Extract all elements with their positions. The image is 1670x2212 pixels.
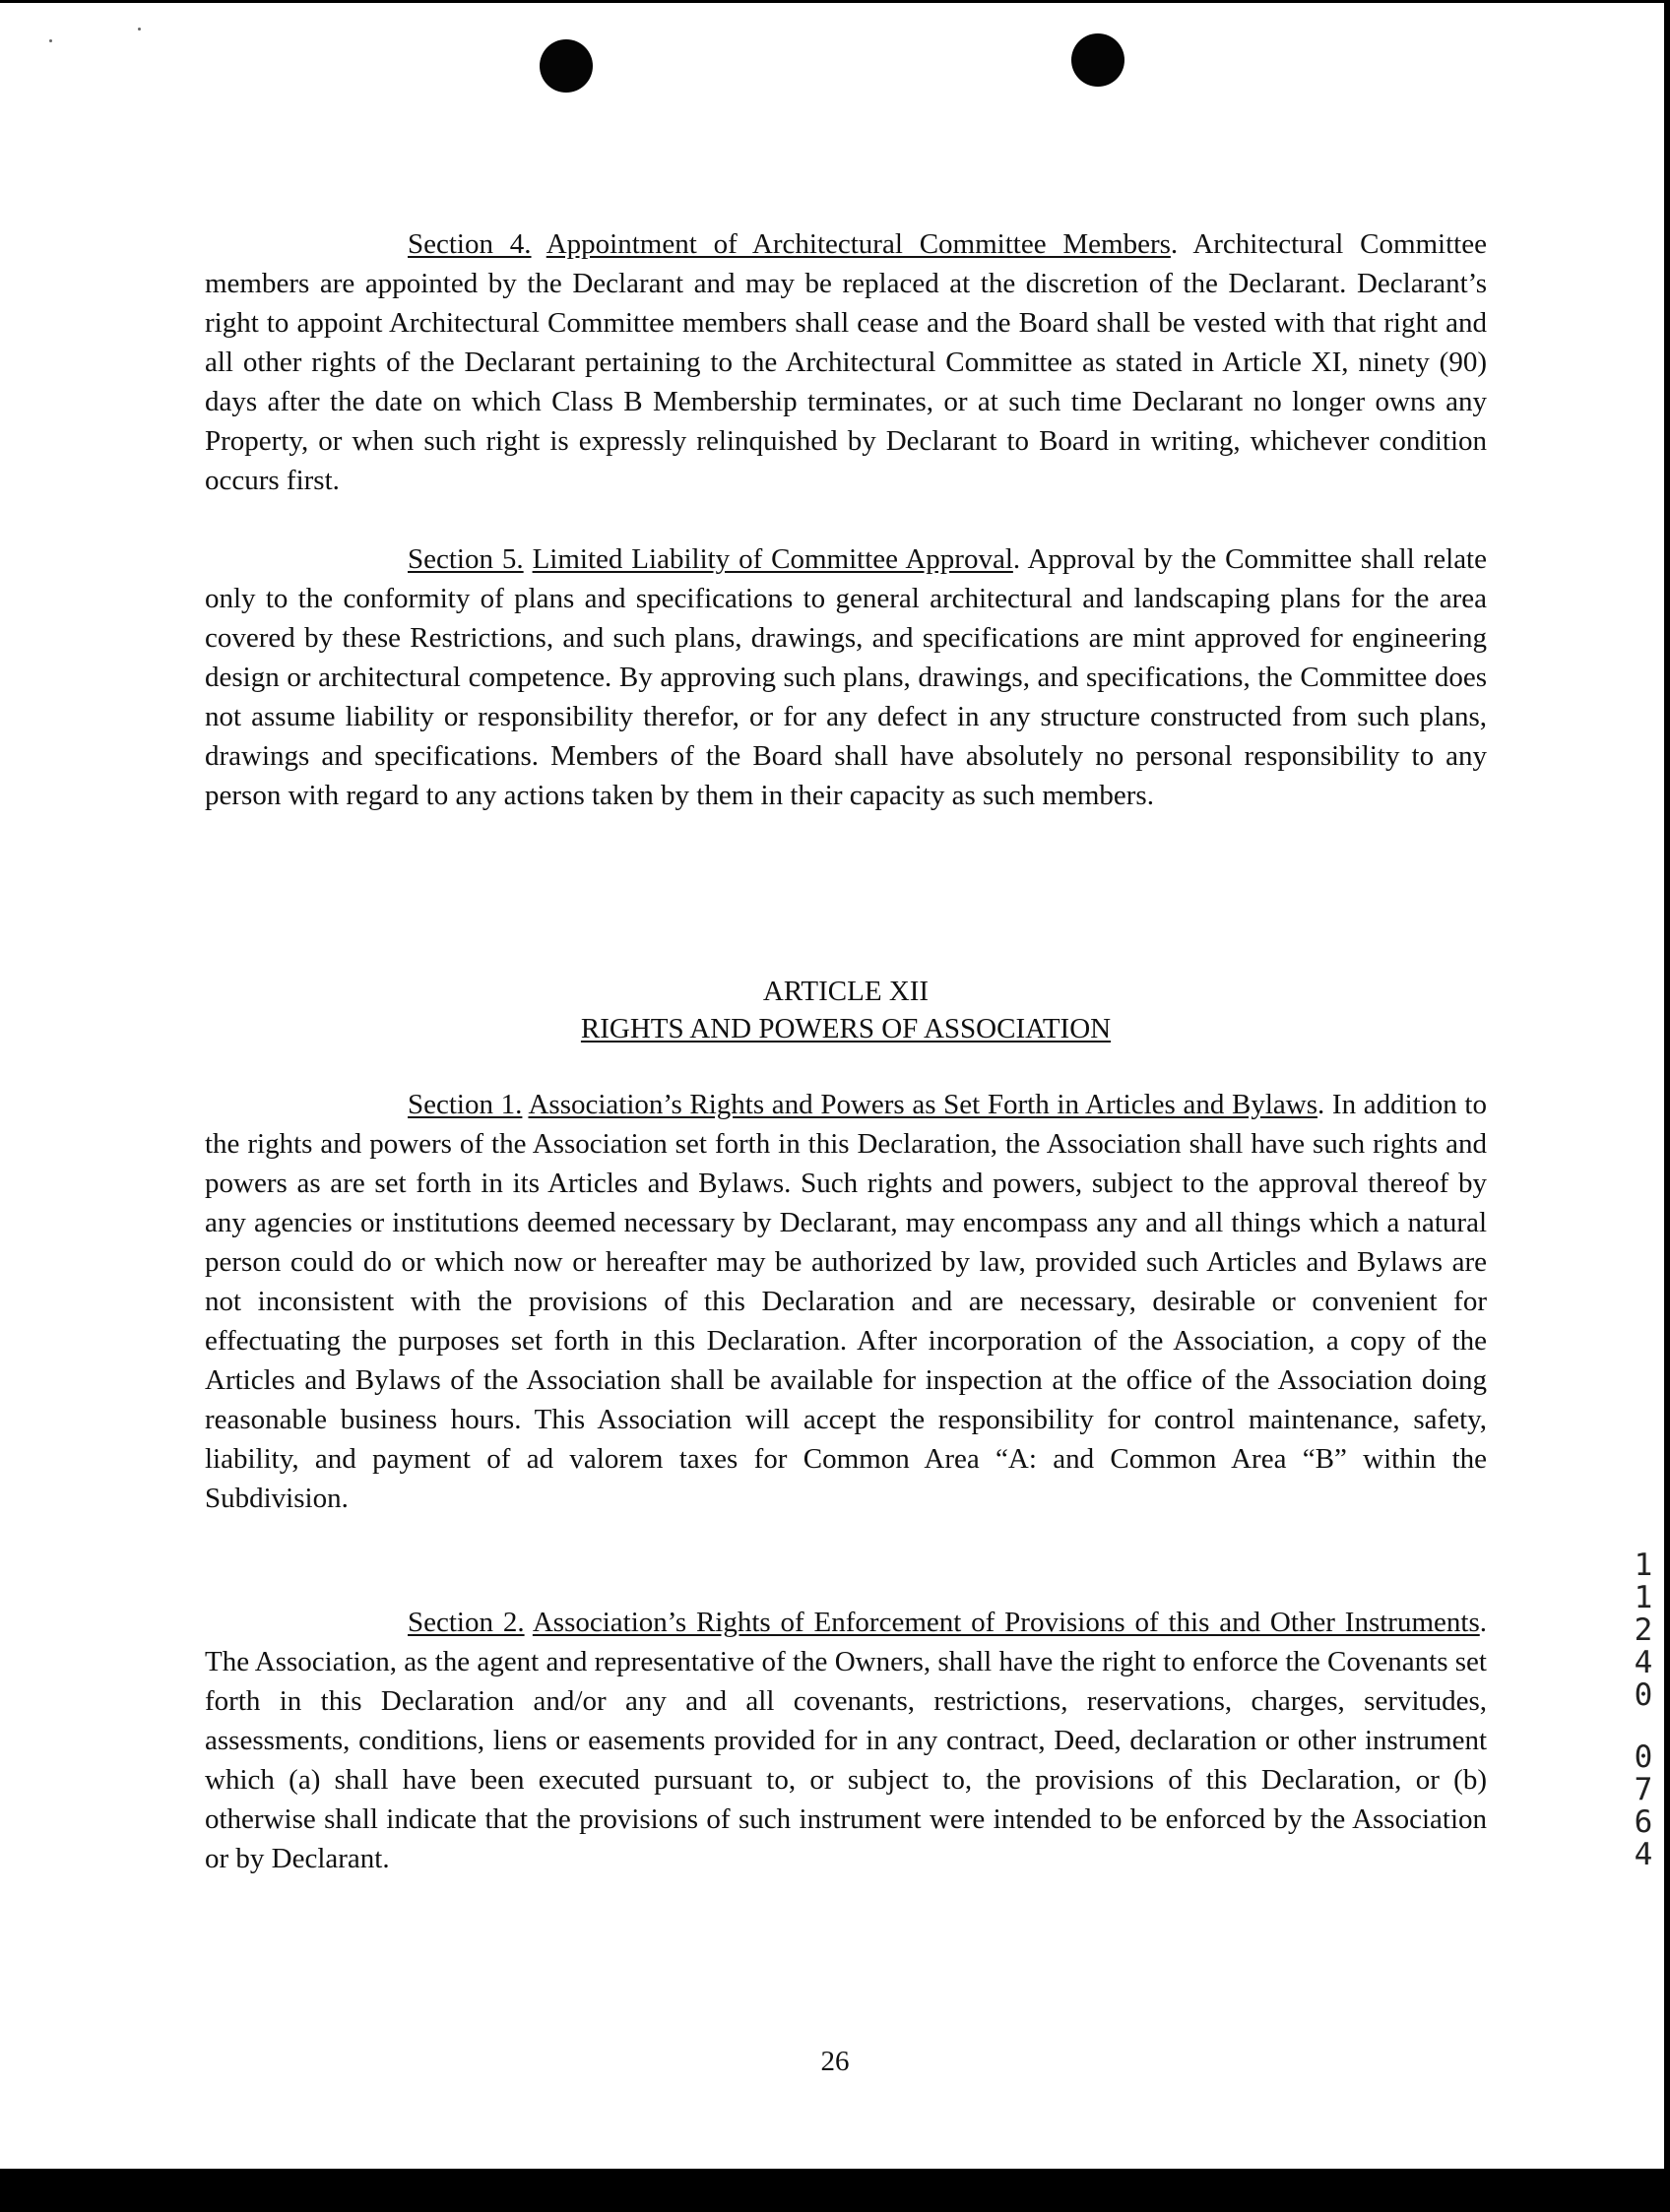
- stamp-digit: 4: [1634, 1645, 1653, 1680]
- punch-hole-right: [1071, 33, 1124, 87]
- article-number: ARTICLE XII: [762, 976, 930, 1007]
- article-12-section-1: [205, 1085, 1487, 1518]
- section-5-title: Limited Liability of Committee Approval: [532, 543, 1013, 575]
- section-4-text: . Architectural Committee members are appointed by the Declarant and may be replaced at the discretion of the Declarant. Declarant’s right to appoint Architectural Committee members shall cease and the Board shall be vested with that right and all other rights of the Declarant pertaining to the Architectural Committee as stated in Article XI, ninety (90) days after the date on which Class B Membership terminates, or at such time Declarant no longer owns any Property, or when such right is expressly relinquished by Declarant to Board in writing, whichever condition occurs first.: [205, 228, 1487, 496]
- scan-speck: [138, 28, 141, 31]
- stamp-digit: 0: [1634, 1739, 1653, 1775]
- punch-hole-left: [540, 39, 593, 93]
- scan-edge-bottom: [0, 2169, 1670, 2212]
- article-12-section-2-heading: Section 2.: [408, 1607, 525, 1638]
- stamp-gap: [1629, 1712, 1658, 1741]
- section-4-title: Appointment of Architectural Committee Members: [546, 228, 1171, 260]
- page-number: 26: [820, 2046, 850, 2077]
- stamp-digit: 2: [1634, 1612, 1653, 1648]
- stamp-digit: 6: [1634, 1804, 1653, 1840]
- section-4-paragraph: [205, 224, 1487, 500]
- section-5-heading: Section 5.: [408, 543, 524, 575]
- section-4-heading: Section 4.: [408, 228, 532, 260]
- article-12-section-1-title: Association’s Rights and Powers as Set Forth in Articles and Bylaws: [528, 1089, 1317, 1120]
- section-5-paragraph: [205, 539, 1487, 815]
- article-12-section-1-text: . In addition to the rights and powers of the Association set forth in this Declaration, the Association shall have such rights and powers as are set forth in its Articles and Bylaws. Such rights and powers, subject to the approval thereof by any agencies or institutions deemed necessary by Declarant, may encompass any and all things which a natural person could do or which now or hereafter may be authorized by law, provided such Articles and Bylaws are not inconsistent with the provisions of this Declaration and are necessary, desirable or convenient for effectuating the purposes set forth in this Declaration. After incorporation of the Association, a copy of the Articles and Bylaws of the Association shall be available for inspection at the office of the Association doing reasonable business hours. This Association will accept the responsibility for control maintenance, safety, liability, and payment of ad valorem taxes for Common Area “A: and Common Area “B” within the Subdivision.: [205, 1089, 1487, 1514]
- stamp-digit: 7: [1634, 1772, 1653, 1807]
- scan-edge-top: [0, 0, 1670, 3]
- stamp-digit: 1: [1634, 1548, 1653, 1583]
- stamp-digit: 4: [1634, 1837, 1653, 1872]
- section-4: [205, 224, 1487, 500]
- article-12-section-1-heading: Section 1.: [408, 1089, 523, 1120]
- stamp-digit: 0: [1634, 1677, 1653, 1713]
- article-12-section-2-title: Association’s Rights of Enforcement of Provisions of this and Other Instruments: [532, 1607, 1480, 1638]
- article-12-section-2-paragraph: [205, 1603, 1487, 1878]
- article-12-section-1-paragraph: [205, 1085, 1487, 1518]
- scan-speck: [49, 39, 52, 42]
- margin-stamp: [1629, 1549, 1658, 1871]
- section-5-text: . Approval by the Committee shall relate only to the conformity of plans and specifications to general architectural and landscaping plans for the area covered by these Restrictions, and such plans, drawings, and specifications are mint approved for engineering design or architectural competence. By approving such plans, drawings, and specifications, the Committee does not assume liability or responsibility therefor, or for any defect in any structure constructed from such plans, drawings and specifications. Members of the Board shall have absolutely no personal responsibility to any person with regard to any actions taken by them in their capacity as such members.: [205, 543, 1487, 811]
- article-heading: [205, 973, 1487, 1047]
- article-12-section-2: [205, 1603, 1487, 1878]
- article-12-section-2-text: . The Association, as the agent and representative of the Owners, shall have the right to enforce the Covenants set forth in this Declaration and/or any and all covenants, restrictions, reservations, charges, servitudes, assessments, conditions, liens or easements provided for in any contract, Deed, declaration or other instrument which (a) shall have been executed pursuant to, or subject to, the provisions of this Declaration, or (b) otherwise shall indicate that the provisions of such instrument were intended to be enforced by the Association or by Declarant.: [205, 1607, 1487, 1874]
- section-5: [205, 539, 1487, 815]
- article-title: RIGHTS AND POWERS OF ASSOCIATION: [580, 1013, 1112, 1044]
- scan-edge-right: [1664, 0, 1670, 2212]
- stamp-digit: 1: [1634, 1580, 1653, 1615]
